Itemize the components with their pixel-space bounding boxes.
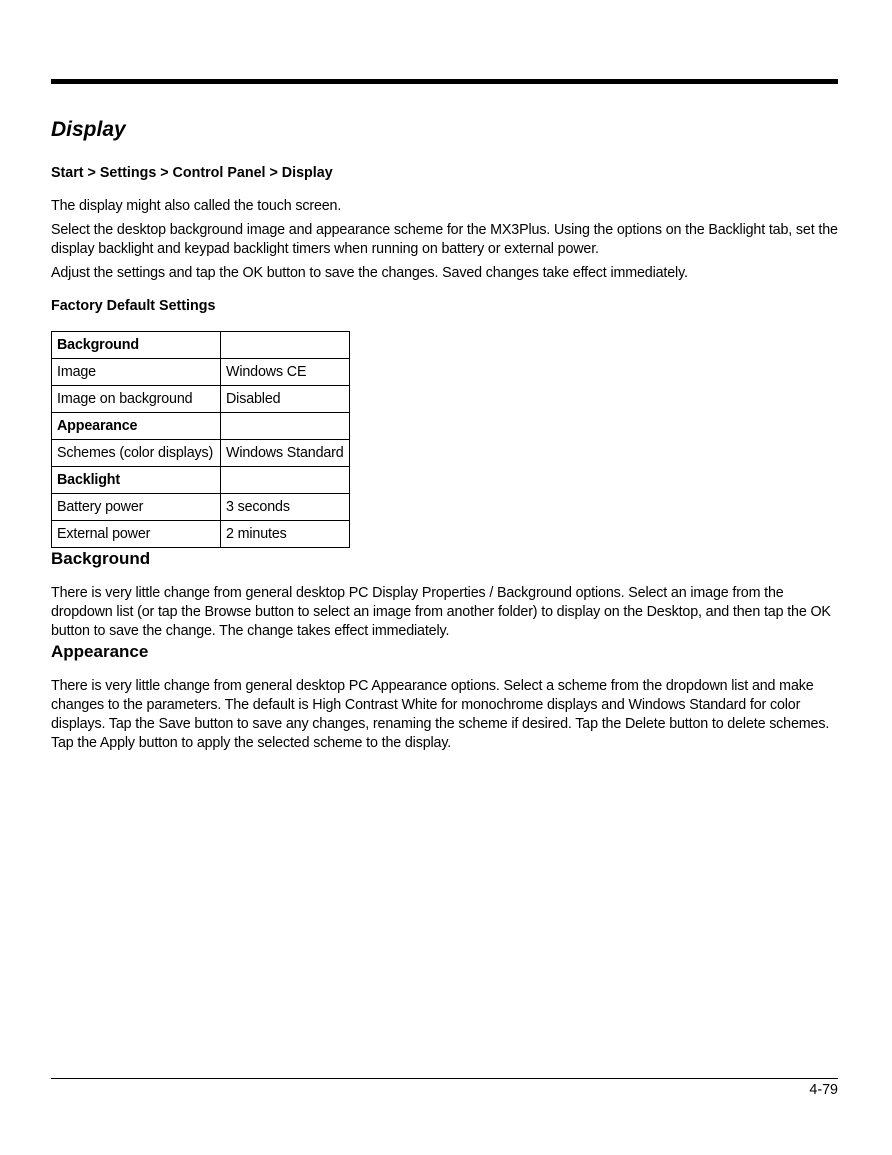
- table-row: [52, 494, 350, 521]
- setting-label: Image on background: [52, 386, 221, 413]
- setting-value: 3 seconds: [221, 494, 350, 521]
- setting-value: [221, 413, 350, 440]
- appearance-heading: Appearance: [51, 642, 149, 661]
- defaults-table: [51, 331, 350, 548]
- setting-label: Schemes (color displays): [52, 440, 221, 467]
- header-rule: [51, 79, 838, 84]
- defaults-heading: Factory Default Settings: [51, 298, 216, 314]
- footer-rule: [51, 1078, 838, 1079]
- table-row: [52, 440, 350, 467]
- page-content: [51, 116, 841, 753]
- setting-label: Image: [52, 359, 221, 386]
- setting-label: Appearance: [52, 413, 221, 440]
- intro-paragraph: Adjust the settings and tap the OK button to save the changes. Saved changes take effect immediately.: [51, 265, 688, 281]
- setting-label: Backlight: [52, 467, 221, 494]
- table-row: [52, 386, 350, 413]
- setting-label: Background: [52, 332, 221, 359]
- table-row: [52, 521, 350, 548]
- page-title: Display: [51, 118, 126, 141]
- intro-paragraph: The display might also called the touch screen.: [51, 198, 342, 214]
- table-row: [52, 359, 350, 386]
- table-section-row: [52, 467, 350, 494]
- page-number: 4-79: [809, 1082, 838, 1098]
- background-heading: Background: [51, 549, 151, 568]
- setting-value: 2 minutes: [221, 521, 350, 548]
- background-paragraph: There is very little change from general desktop PC Display Properties / Background options. Select an image from the dropdown list (or tap the Browse button to select an image from another folder) to display on the Desktop, and then tap the OK button to save the change. The change takes effect immediately.: [51, 585, 831, 639]
- breadcrumb: Start > Settings > Control Panel > Display: [51, 165, 333, 181]
- appearance-paragraph: There is very little change from general desktop PC Appearance options. Select a scheme from the dropdown list and make changes to the parameters. The default is High Contrast White for monochrome displays and Windows Standard for color displays. Tap the Save button to save any changes, renaming the scheme if desired. Tap the Delete button to delete schemes. Tap the Apply button to apply the selected scheme to the display.: [51, 678, 830, 751]
- setting-label: External power: [52, 521, 221, 548]
- table-section-row: [52, 413, 350, 440]
- setting-value: [221, 467, 350, 494]
- setting-value: Disabled: [221, 386, 350, 413]
- setting-value: [221, 332, 350, 359]
- table-section-row: [52, 332, 350, 359]
- setting-value: Windows CE: [221, 359, 350, 386]
- setting-value: Windows Standard: [221, 440, 350, 467]
- intro-paragraph: Select the desktop background image and appearance scheme for the MX3Plus. Using the options on the Backlight tab, set the display backlight and keypad backlight timers when running on battery or external power.: [51, 222, 838, 257]
- setting-label: Battery power: [52, 494, 221, 521]
